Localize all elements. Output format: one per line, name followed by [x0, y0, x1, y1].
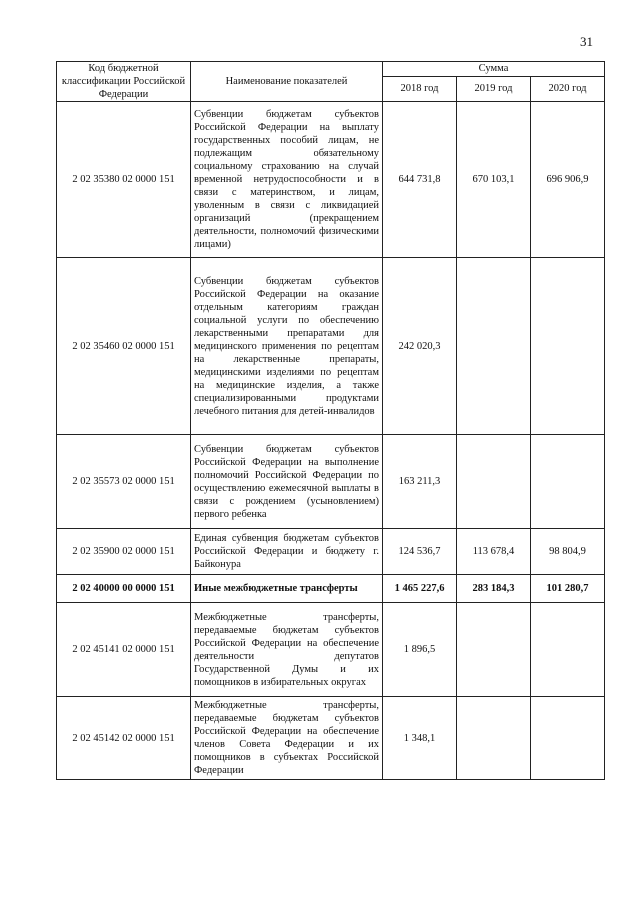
row-value-2019: 670 103,1	[457, 102, 531, 258]
table-row	[57, 603, 605, 697]
header-year-2019: 2019 год	[457, 76, 531, 101]
page-number: 31	[580, 34, 593, 49]
row-value-2019: 113 678,4	[457, 529, 531, 575]
table-row	[57, 529, 605, 575]
row-value-2019: 283 184,3	[457, 575, 531, 603]
row-value-2019	[457, 435, 531, 529]
row-name: Единая субвенция бюджетам субъектов Российской Федерации и бюджету г. Байконура	[191, 529, 383, 575]
row-code: 2 02 45142 02 0000 151	[57, 697, 191, 780]
row-code: 2 02 45141 02 0000 151	[57, 603, 191, 697]
row-value-2019	[457, 258, 531, 435]
header-year-2020: 2020 год	[531, 76, 605, 101]
row-value-2018: 124 536,7	[383, 529, 457, 575]
table-row	[57, 697, 605, 780]
header-sum: Сумма	[383, 62, 605, 77]
row-value-2020	[531, 603, 605, 697]
table-row	[57, 435, 605, 529]
row-value-2019	[457, 603, 531, 697]
row-value-2020	[531, 258, 605, 435]
row-value-2020	[531, 697, 605, 780]
row-code: 2 02 40000 00 0000 151	[57, 575, 191, 603]
row-value-2018: 1 348,1	[383, 697, 457, 780]
budget-table	[56, 61, 605, 780]
table-row	[57, 258, 605, 435]
table-row-total	[57, 575, 605, 603]
row-name: Субвенции бюджетам субъектов Российской Федерации на выплату государственных пособий лицам, не подлежащим обязательному социальному страхованию на случай временной нетрудоспособности и в связи с материнством, и лицам, уволенным в связи с ликвидацией организаций (прекращением деятельности, полномочий физическими лицами)	[191, 102, 383, 258]
row-value-2018: 644 731,8	[383, 102, 457, 258]
table-row	[57, 102, 605, 258]
header-code: Код бюджетной классификации Российской Федерации	[57, 62, 191, 102]
row-name: Субвенции бюджетам субъектов Российской Федерации на оказание отдельным категориям граждан социальной услуги по обеспечению лекарственными препаратами для медицинского применения по рецептам на лекарственные препараты, медицинскими изделиями по рецептам на медицинские изделия, а также специализированными продуктами лечебного питания для детей-инвалидов	[191, 258, 383, 435]
row-name: Иные межбюджетные трансферты	[191, 575, 383, 603]
row-value-2020: 98 804,9	[531, 529, 605, 575]
row-value-2018: 163 211,3	[383, 435, 457, 529]
row-code: 2 02 35380 02 0000 151	[57, 102, 191, 258]
row-value-2018: 1 465 227,6	[383, 575, 457, 603]
row-value-2020: 696 906,9	[531, 102, 605, 258]
row-value-2018: 1 896,5	[383, 603, 457, 697]
row-value-2020	[531, 435, 605, 529]
row-code: 2 02 35573 02 0000 151	[57, 435, 191, 529]
header-name: Наименование показателей	[191, 62, 383, 102]
row-name: Субвенции бюджетам субъектов Российской Федерации на выполнение полномочий Российской Федерации по осуществлению ежемесячной выплаты в связи с рождением (усыновлением) первого ребенка	[191, 435, 383, 529]
row-name: Межбюджетные трансферты, передаваемые бюджетам субъектов Российской Федерации на обеспечение деятельности депутатов Государственной Думы и их помощников в избирательных округах	[191, 603, 383, 697]
row-code: 2 02 35460 02 0000 151	[57, 258, 191, 435]
row-value-2020: 101 280,7	[531, 575, 605, 603]
header-row	[57, 62, 605, 77]
header-year-2018: 2018 год	[383, 76, 457, 101]
row-code: 2 02 35900 02 0000 151	[57, 529, 191, 575]
row-value-2019	[457, 697, 531, 780]
row-name: Межбюджетные трансферты, передаваемые бюджетам субъектов Российской Федерации на обеспечение членов Совета Федерации и их помощников в субъектах Российской Федерации	[191, 697, 383, 780]
row-value-2018: 242 020,3	[383, 258, 457, 435]
